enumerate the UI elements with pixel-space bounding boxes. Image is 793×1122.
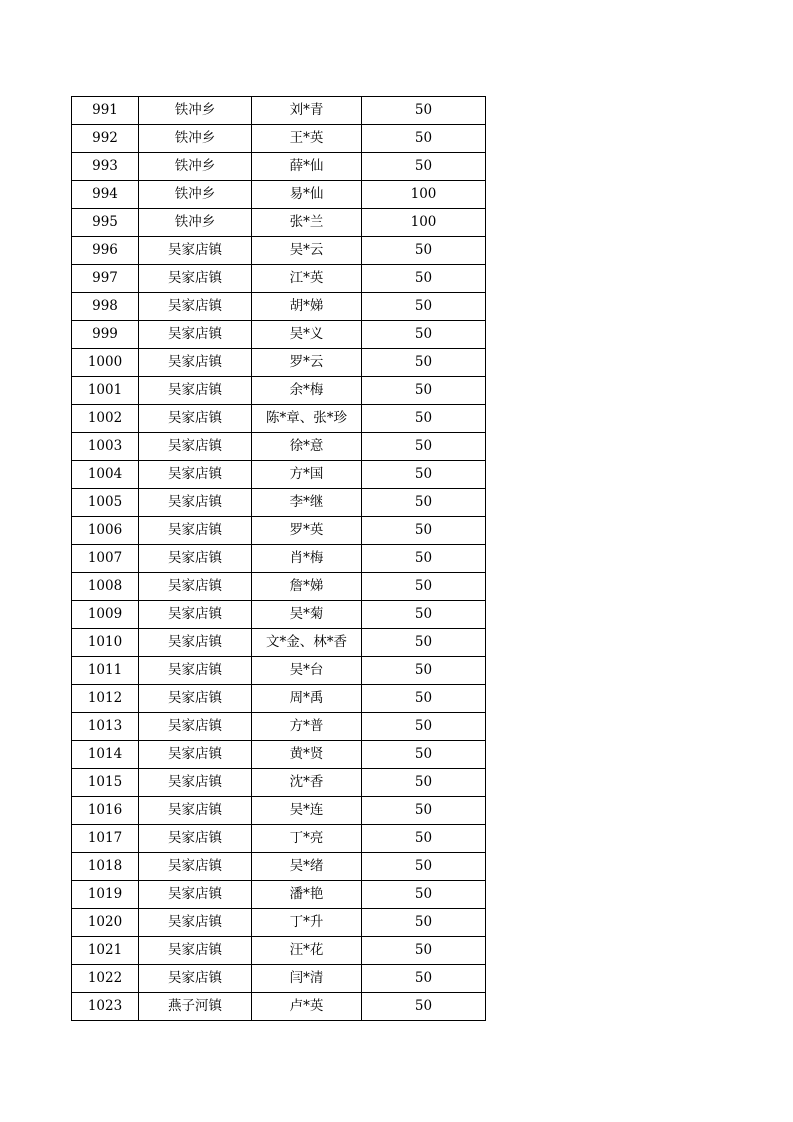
cell-township: 吴家店镇 — [139, 517, 252, 545]
cell-amount: 50 — [362, 657, 486, 685]
cell-serial-number: 1006 — [72, 517, 139, 545]
cell-township: 吴家店镇 — [139, 545, 252, 573]
cell-serial-number: 1001 — [72, 377, 139, 405]
cell-township: 吴家店镇 — [139, 769, 252, 797]
table-row — [72, 685, 486, 713]
cell-amount: 100 — [362, 209, 486, 237]
cell-person-name: 詹*娣 — [252, 573, 362, 601]
cell-person-name: 汪*花 — [252, 937, 362, 965]
cell-amount: 50 — [362, 629, 486, 657]
table-row — [72, 657, 486, 685]
table-row — [72, 629, 486, 657]
cell-township: 吴家店镇 — [139, 965, 252, 993]
table-row — [72, 601, 486, 629]
cell-serial-number: 1008 — [72, 573, 139, 601]
cell-township: 吴家店镇 — [139, 237, 252, 265]
table-row — [72, 517, 486, 545]
cell-township: 铁冲乡 — [139, 125, 252, 153]
cell-person-name: 方*国 — [252, 461, 362, 489]
table-row — [72, 125, 486, 153]
cell-person-name: 丁*升 — [252, 909, 362, 937]
cell-person-name: 张*兰 — [252, 209, 362, 237]
table-row — [72, 993, 486, 1021]
cell-township: 吴家店镇 — [139, 601, 252, 629]
cell-township: 吴家店镇 — [139, 629, 252, 657]
cell-person-name: 潘*艳 — [252, 881, 362, 909]
cell-person-name: 吴*台 — [252, 657, 362, 685]
cell-person-name: 余*梅 — [252, 377, 362, 405]
cell-amount: 50 — [362, 517, 486, 545]
cell-amount: 50 — [362, 713, 486, 741]
cell-person-name: 吴*菊 — [252, 601, 362, 629]
cell-serial-number: 997 — [72, 265, 139, 293]
table-row — [72, 909, 486, 937]
cell-person-name: 吴*云 — [252, 237, 362, 265]
cell-person-name: 江*英 — [252, 265, 362, 293]
cell-township: 铁冲乡 — [139, 181, 252, 209]
cell-serial-number: 1010 — [72, 629, 139, 657]
cell-serial-number: 1018 — [72, 853, 139, 881]
table-row — [72, 377, 486, 405]
cell-amount: 50 — [362, 97, 486, 125]
cell-amount: 100 — [362, 181, 486, 209]
table-row — [72, 489, 486, 517]
table-row — [72, 321, 486, 349]
cell-person-name: 陈*章、张*珍 — [252, 405, 362, 433]
table-row — [72, 825, 486, 853]
cell-amount: 50 — [362, 237, 486, 265]
cell-amount: 50 — [362, 825, 486, 853]
cell-serial-number: 1021 — [72, 937, 139, 965]
cell-amount: 50 — [362, 881, 486, 909]
cell-serial-number: 1009 — [72, 601, 139, 629]
cell-serial-number: 994 — [72, 181, 139, 209]
cell-person-name: 王*英 — [252, 125, 362, 153]
cell-township: 铁冲乡 — [139, 153, 252, 181]
cell-serial-number: 1015 — [72, 769, 139, 797]
cell-serial-number: 1011 — [72, 657, 139, 685]
cell-serial-number: 1022 — [72, 965, 139, 993]
cell-township: 吴家店镇 — [139, 713, 252, 741]
cell-township: 吴家店镇 — [139, 461, 252, 489]
cell-person-name: 吴*绪 — [252, 853, 362, 881]
cell-township: 吴家店镇 — [139, 853, 252, 881]
table-row — [72, 853, 486, 881]
cell-township: 吴家店镇 — [139, 797, 252, 825]
cell-amount: 50 — [362, 853, 486, 881]
cell-amount: 50 — [362, 377, 486, 405]
cell-amount: 50 — [362, 489, 486, 517]
table-row — [72, 265, 486, 293]
cell-township: 吴家店镇 — [139, 909, 252, 937]
cell-amount: 50 — [362, 965, 486, 993]
cell-amount: 50 — [362, 741, 486, 769]
cell-person-name: 徐*意 — [252, 433, 362, 461]
cell-amount: 50 — [362, 461, 486, 489]
table-row — [72, 741, 486, 769]
cell-serial-number: 1016 — [72, 797, 139, 825]
cell-person-name: 罗*云 — [252, 349, 362, 377]
cell-amount: 50 — [362, 293, 486, 321]
cell-person-name: 方*普 — [252, 713, 362, 741]
cell-amount: 50 — [362, 349, 486, 377]
cell-amount: 50 — [362, 125, 486, 153]
table-row — [72, 769, 486, 797]
cell-serial-number: 1003 — [72, 433, 139, 461]
cell-township: 铁冲乡 — [139, 209, 252, 237]
table-row — [72, 153, 486, 181]
cell-township: 吴家店镇 — [139, 405, 252, 433]
cell-person-name: 肖*梅 — [252, 545, 362, 573]
cell-township: 吴家店镇 — [139, 377, 252, 405]
cell-serial-number: 1023 — [72, 993, 139, 1021]
table-row — [72, 965, 486, 993]
table-row — [72, 97, 486, 125]
table-row — [72, 545, 486, 573]
cell-township: 燕子河镇 — [139, 993, 252, 1021]
cell-serial-number: 998 — [72, 293, 139, 321]
cell-person-name: 胡*娣 — [252, 293, 362, 321]
cell-amount: 50 — [362, 937, 486, 965]
cell-person-name: 丁*亮 — [252, 825, 362, 853]
table-row — [72, 881, 486, 909]
cell-person-name: 黄*贤 — [252, 741, 362, 769]
cell-amount: 50 — [362, 685, 486, 713]
cell-township: 吴家店镇 — [139, 573, 252, 601]
cell-serial-number: 992 — [72, 125, 139, 153]
cell-township: 吴家店镇 — [139, 741, 252, 769]
cell-serial-number: 991 — [72, 97, 139, 125]
table-row — [72, 405, 486, 433]
cell-person-name: 闫*清 — [252, 965, 362, 993]
cell-township: 吴家店镇 — [139, 265, 252, 293]
cell-person-name: 薛*仙 — [252, 153, 362, 181]
table-row — [72, 937, 486, 965]
cell-person-name: 李*继 — [252, 489, 362, 517]
cell-serial-number: 996 — [72, 237, 139, 265]
cell-serial-number: 1004 — [72, 461, 139, 489]
cell-township: 吴家店镇 — [139, 433, 252, 461]
cell-amount: 50 — [362, 321, 486, 349]
cell-township: 吴家店镇 — [139, 937, 252, 965]
cell-township: 吴家店镇 — [139, 489, 252, 517]
cell-serial-number: 1000 — [72, 349, 139, 377]
cell-township: 吴家店镇 — [139, 881, 252, 909]
table-row — [72, 181, 486, 209]
cell-serial-number: 1005 — [72, 489, 139, 517]
cell-amount: 50 — [362, 545, 486, 573]
cell-amount: 50 — [362, 769, 486, 797]
cell-serial-number: 1014 — [72, 741, 139, 769]
cell-person-name: 吴*义 — [252, 321, 362, 349]
cell-amount: 50 — [362, 993, 486, 1021]
cell-serial-number: 1017 — [72, 825, 139, 853]
cell-township: 吴家店镇 — [139, 657, 252, 685]
cell-township: 吴家店镇 — [139, 293, 252, 321]
cell-serial-number: 1020 — [72, 909, 139, 937]
cell-township: 吴家店镇 — [139, 349, 252, 377]
cell-amount: 50 — [362, 433, 486, 461]
table-row — [72, 209, 486, 237]
cell-person-name: 易*仙 — [252, 181, 362, 209]
cell-serial-number: 993 — [72, 153, 139, 181]
table-row — [72, 797, 486, 825]
cell-person-name: 周*禹 — [252, 685, 362, 713]
cell-township: 吴家店镇 — [139, 825, 252, 853]
cell-serial-number: 1013 — [72, 713, 139, 741]
cell-amount: 50 — [362, 405, 486, 433]
table-body — [72, 97, 486, 1021]
cell-amount: 50 — [362, 909, 486, 937]
cell-amount: 50 — [362, 573, 486, 601]
cell-serial-number: 1019 — [72, 881, 139, 909]
table-row — [72, 461, 486, 489]
cell-serial-number: 995 — [72, 209, 139, 237]
cell-amount: 50 — [362, 265, 486, 293]
cell-person-name: 沈*香 — [252, 769, 362, 797]
cell-township: 吴家店镇 — [139, 685, 252, 713]
cell-person-name: 刘*青 — [252, 97, 362, 125]
cell-person-name: 文*金、林*香 — [252, 629, 362, 657]
table-row — [72, 293, 486, 321]
cell-township: 铁冲乡 — [139, 97, 252, 125]
cell-serial-number: 999 — [72, 321, 139, 349]
cell-amount: 50 — [362, 601, 486, 629]
cell-serial-number: 1007 — [72, 545, 139, 573]
cell-serial-number: 1002 — [72, 405, 139, 433]
cell-amount: 50 — [362, 153, 486, 181]
cell-serial-number: 1012 — [72, 685, 139, 713]
table-row — [72, 713, 486, 741]
subsidy-list-table — [71, 96, 486, 1021]
table-row — [72, 433, 486, 461]
cell-amount: 50 — [362, 797, 486, 825]
cell-township: 吴家店镇 — [139, 321, 252, 349]
table-row — [72, 573, 486, 601]
table-row — [72, 237, 486, 265]
cell-person-name: 卢*英 — [252, 993, 362, 1021]
cell-person-name: 罗*英 — [252, 517, 362, 545]
cell-person-name: 吴*连 — [252, 797, 362, 825]
table-row — [72, 349, 486, 377]
